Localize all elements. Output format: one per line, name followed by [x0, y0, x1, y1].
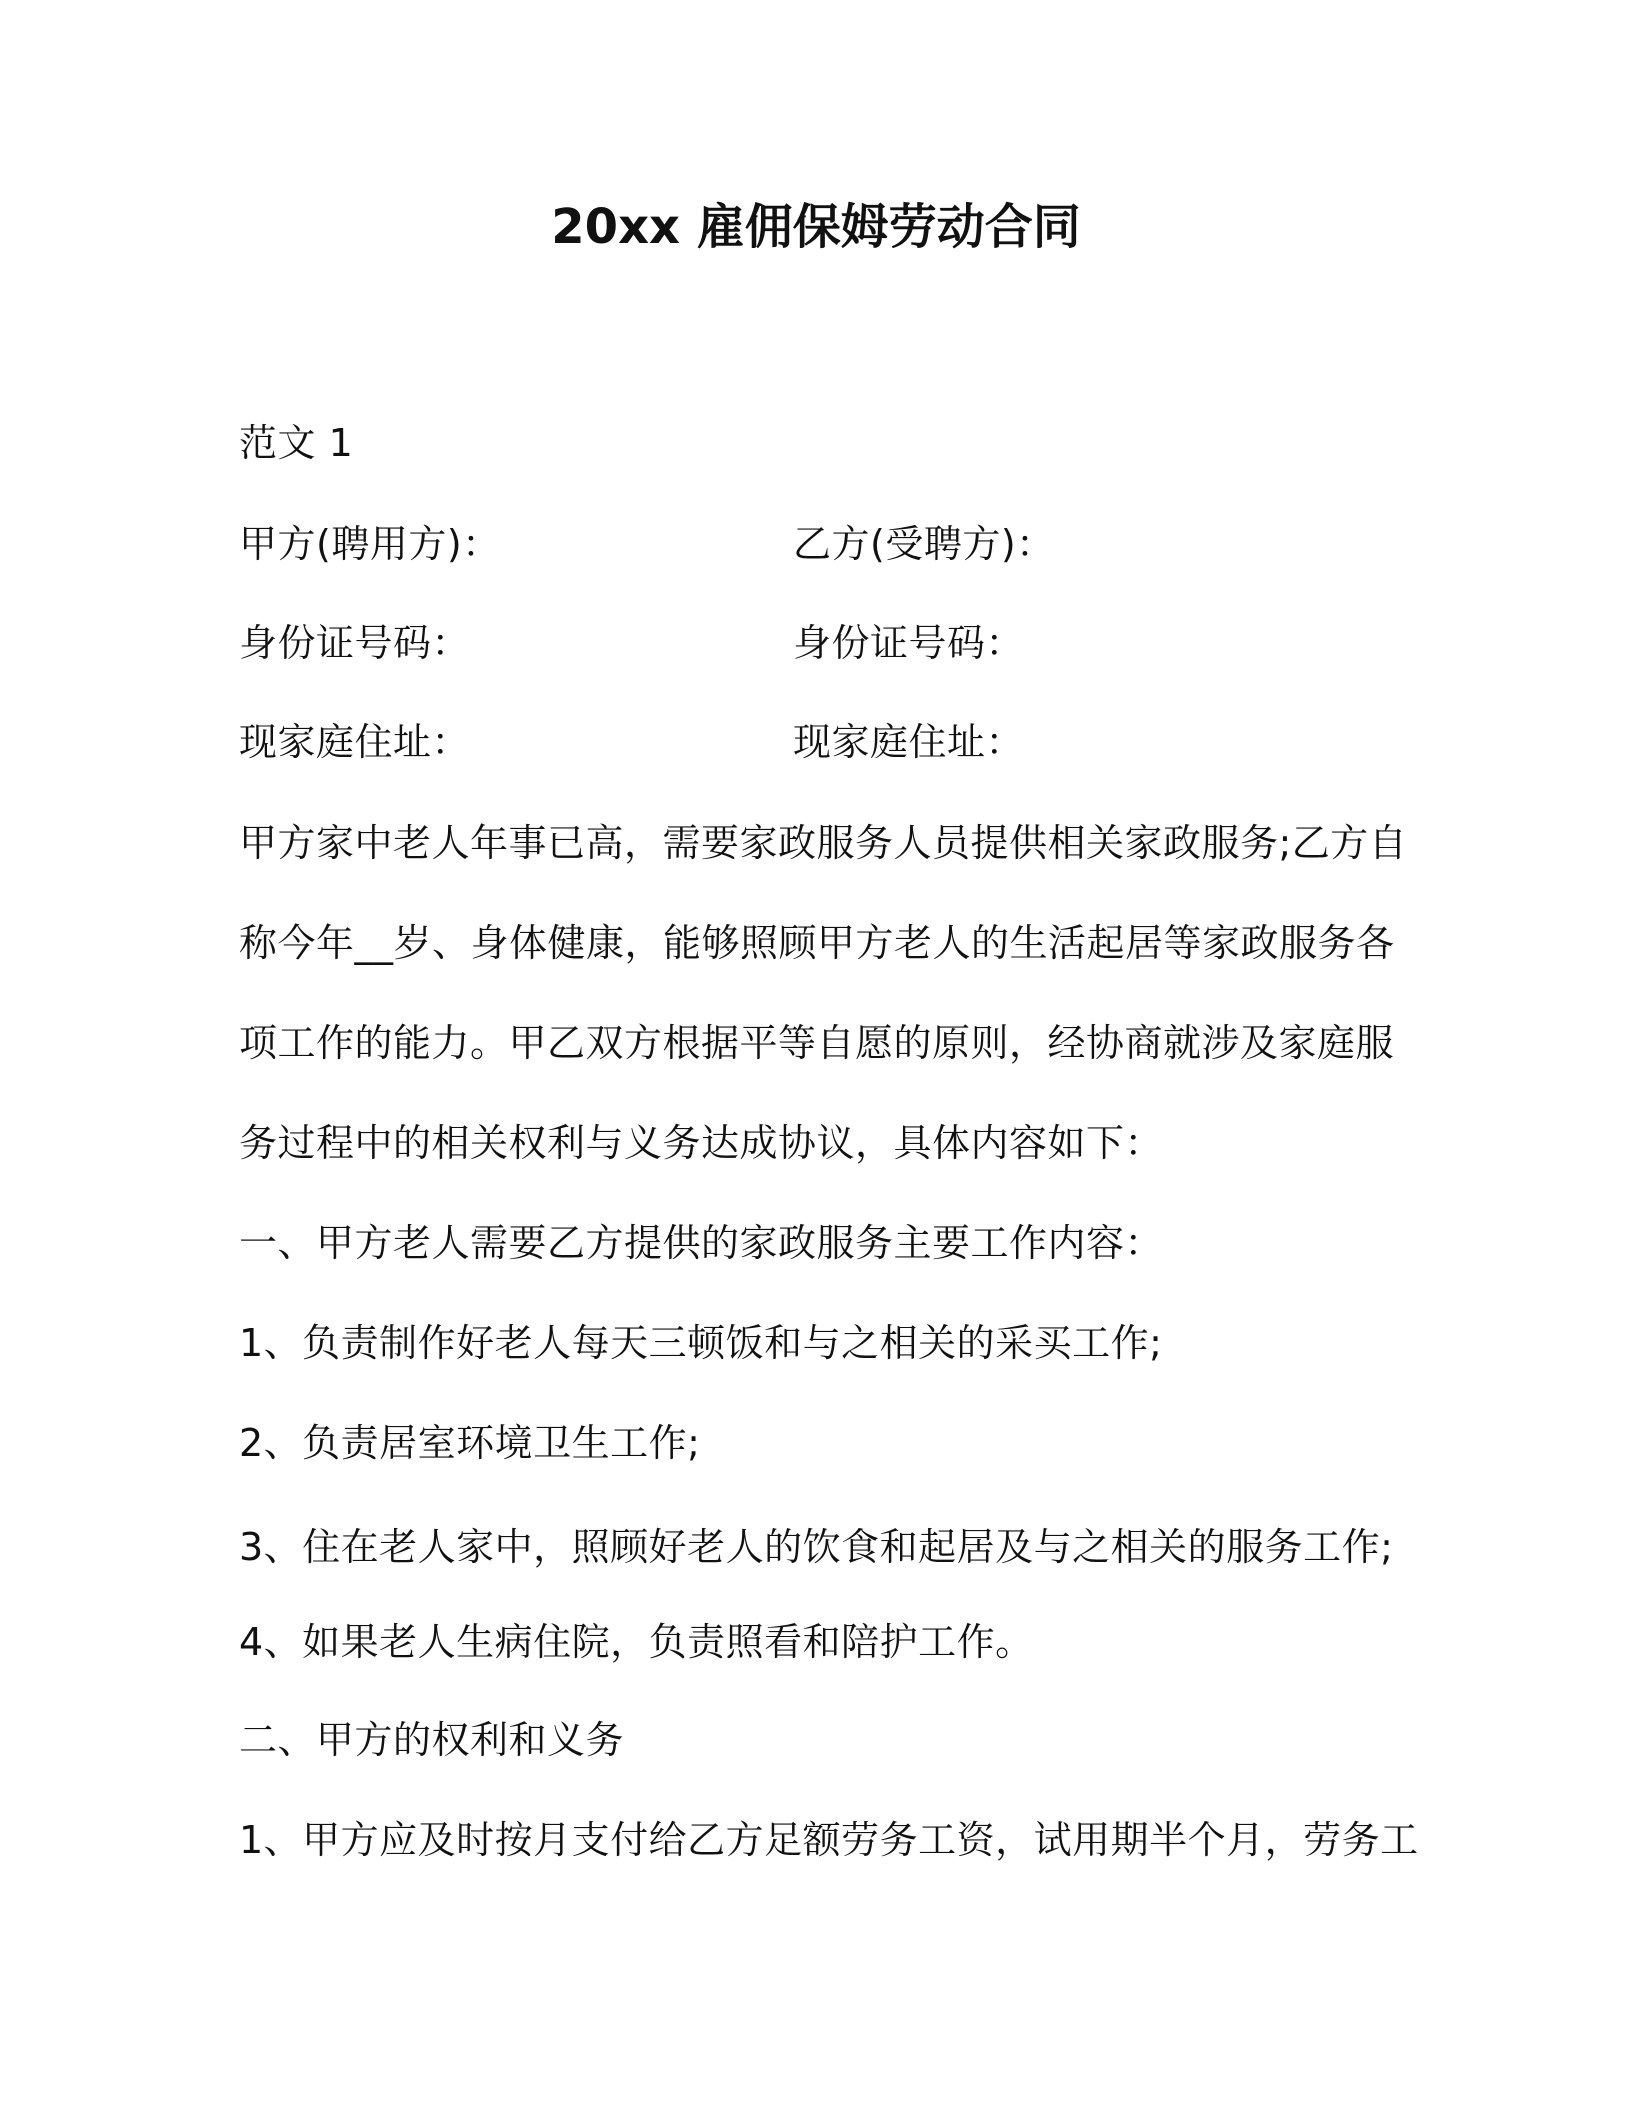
- intro-line: 务过程中的相关权利与义务达成协议，具体内容如下：: [239, 1121, 1164, 1165]
- section-1-item: 1、负责制作好老人每天三顿饭和与之相关的采买工作;: [239, 1321, 1163, 1365]
- party-a-id-label: 身份证号码：: [239, 621, 471, 665]
- section-1-heading: 一、甲方老人需要乙方提供的家政服务主要工作内容：: [239, 1221, 1164, 1265]
- document-title: 20xx 雇佣保姆劳动合同: [551, 199, 1081, 255]
- intro-line: 甲方家中老人年事已高，需要家政服务人员提供相关家政服务;乙方自: [239, 821, 1408, 865]
- sample-label: 范文 1: [239, 421, 354, 465]
- intro-line: 称今年__岁、身体健康，能够照顾甲方老人的生活起居等家政服务各: [239, 921, 1395, 965]
- section-2-heading: 二、甲方的权利和义务: [239, 1718, 625, 1762]
- party-b-address-label: 现家庭住址：: [793, 720, 1025, 764]
- party-a-address-label: 现家庭住址：: [239, 720, 471, 764]
- party-b-name-label: 乙方(受聘方)：: [793, 522, 1055, 566]
- section-2-item: 1、甲方应及时按月支付给乙方足额劳务工资，试用期半个月，劳务工: [239, 1818, 1419, 1862]
- intro-line: 项工作的能力。甲乙双方根据平等自愿的原则，经协商就涉及家庭服: [239, 1021, 1395, 1065]
- section-1-item: 2、负责居室环境卫生工作;: [239, 1421, 701, 1465]
- section-1-item: 3、住在老人家中，照顾好老人的饮食和起居及与之相关的服务工作;: [239, 1525, 1394, 1569]
- party-a-name-label: 甲方(聘用方)：: [239, 522, 501, 566]
- section-1-item: 4、如果老人生病住院，负责照看和陪护工作。: [239, 1620, 1034, 1664]
- party-b-id-label: 身份证号码：: [793, 621, 1025, 665]
